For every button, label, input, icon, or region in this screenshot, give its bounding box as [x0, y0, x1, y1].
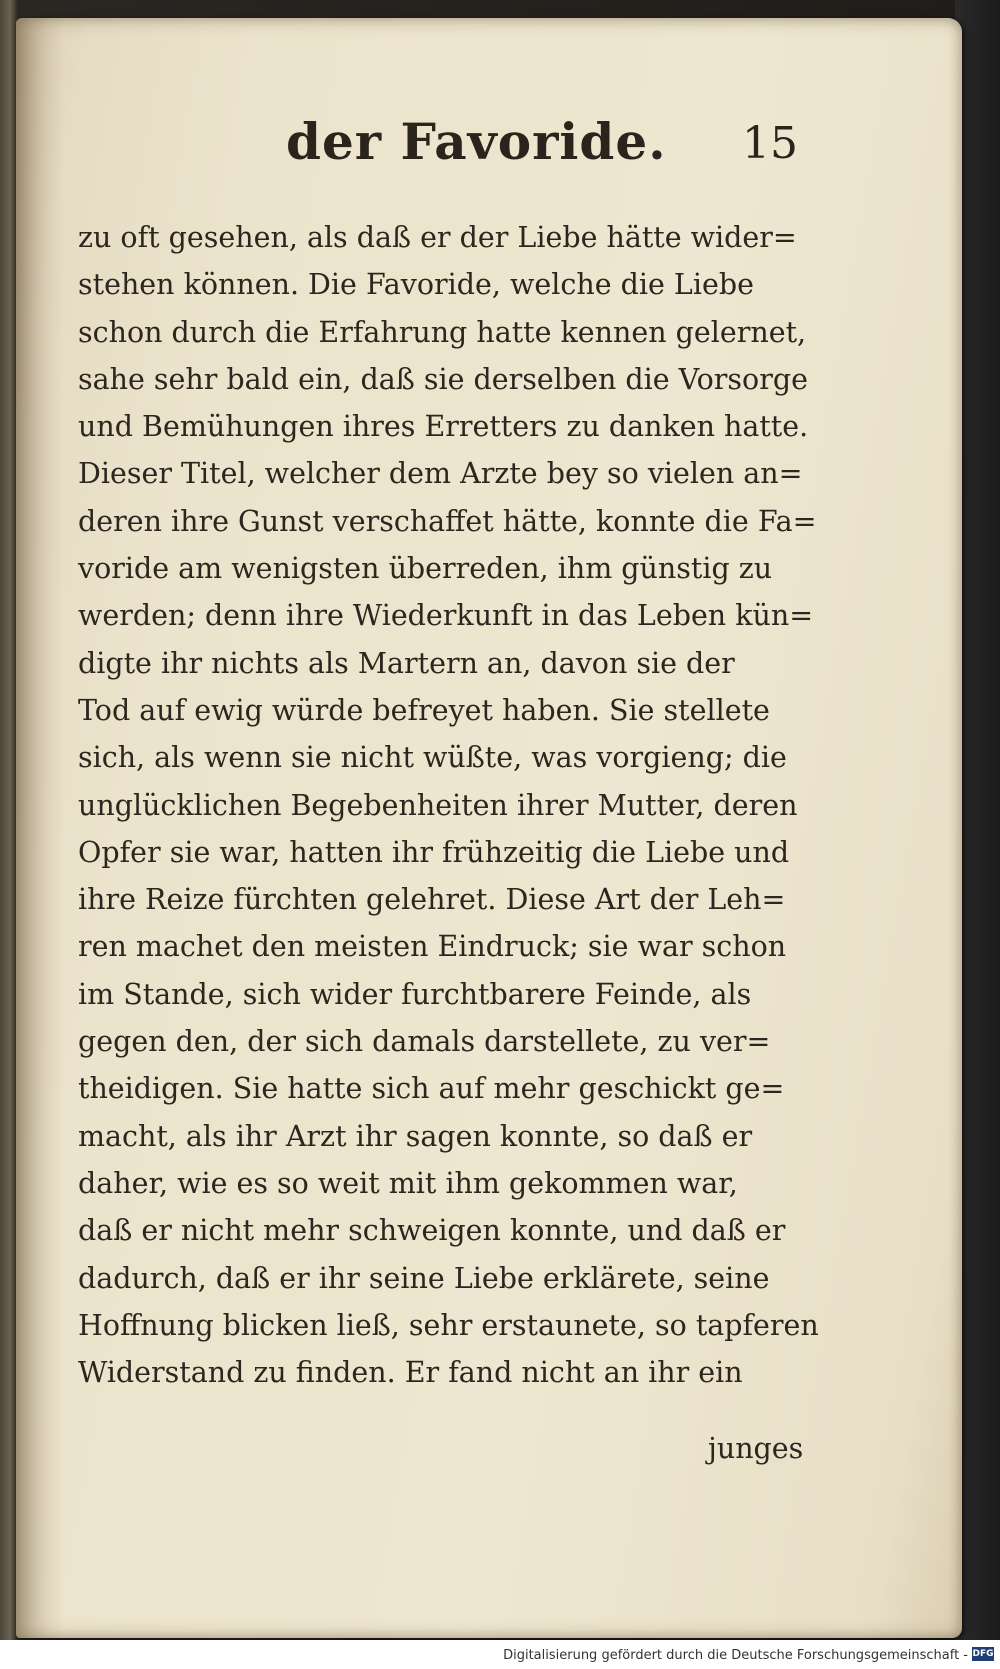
text-line: werden; denn ihre Wiederkunft in das Leben kün= [78, 599, 814, 633]
text-line: im Stande, sich wider furchtbarere Feinde, als [78, 977, 752, 1011]
text-line: dadurch, daß er ihr seine Liebe erklärete, seine [78, 1261, 770, 1295]
text-line: ren machet den meisten Eindruck; sie war schon [78, 930, 787, 964]
text-line: sich, als wenn sie nicht wüßte, was vorgieng; die [78, 741, 787, 775]
text-line: daher, wie es so weit mit ihm gekommen war, [78, 1166, 738, 1200]
page-gutter-shadow [16, 18, 64, 1638]
text-line: deren ihre Gunst verschaffet hätte, konnte die Fa= [78, 504, 817, 538]
body-text [78, 214, 819, 1396]
text-line: gegen den, der sich damals darstellete, zu ver= [78, 1025, 771, 1059]
text-line: zu oft gesehen, als daß er der Liebe hätte wider= [78, 221, 797, 254]
text-line: digte ihr nichts als Martern an, davon sie der [78, 646, 735, 680]
text-line: Opfer sie war, hatten ihr frühzeitig die Liebe und [78, 835, 790, 869]
text-line: Tod auf ewig würde befreyet haben. Sie stellete [78, 693, 770, 727]
page-number: 15 [742, 118, 798, 169]
text-line: ihre Reize fürchten gelehret. Diese Art der Leh= [78, 883, 786, 917]
text-line: unglücklichen Begebenheiten ihrer Mutter, deren [78, 788, 798, 822]
text-line: Widerstand zu finden. Er fand nicht an ihr ein [78, 1356, 743, 1390]
text-line: stehen können. Die Favoride, welche die Liebe [78, 268, 754, 302]
text-line: daß er nicht mehr schweigen konnte, und daß er [78, 1214, 786, 1248]
text-line: und Bemühungen ihres Erretters zu danken hatte. [78, 410, 809, 444]
text-line: schon durch die Erfahrung hatte kennen gelernet, [78, 315, 807, 349]
footer-credit: Digitalisierung gefördert durch die Deutsche Forschungsgemeinschaft - [503, 1648, 968, 1663]
dfg-logo: DFG [972, 1649, 994, 1659]
text-line: macht, als ihr Arzt ihr sagen konnte, so daß er [78, 1119, 753, 1153]
running-head: der Favoride. [286, 112, 667, 171]
text-line: sahe sehr bald ein, daß sie derselben die Vorsorge [78, 362, 808, 396]
text-line: Hoffnung blicken ließ, sehr erstaunete, so tapferen [78, 1308, 819, 1342]
text-line: Dieser Titel, welcher dem Arzte bey so vielen an= [78, 457, 803, 491]
text-line: voride am wenigsten überreden, ihm günstig zu [78, 552, 773, 586]
catchword: junges [708, 1432, 804, 1465]
text-line: theidigen. Sie hatte sich auf mehr geschickt ge= [78, 1072, 785, 1106]
